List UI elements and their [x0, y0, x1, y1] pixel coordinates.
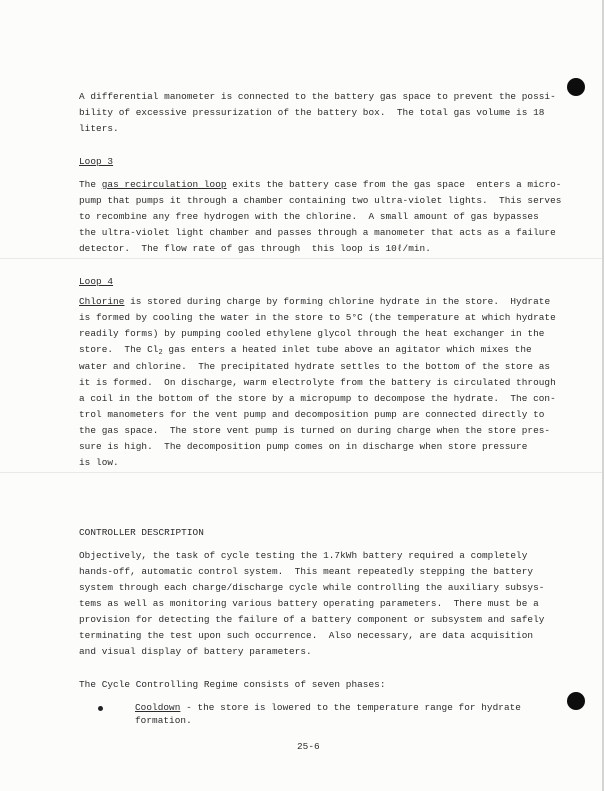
- bullet-continuation: formation.: [135, 715, 192, 726]
- bullet-line: [135, 702, 521, 714]
- formula-subscript: 2: [158, 349, 163, 357]
- loop3-rest: exits the battery case from the gas space enters a micro-: [226, 179, 562, 190]
- formula-lead: store. The Cl: [79, 344, 159, 355]
- bullet-term: Cooldown: [135, 702, 181, 713]
- paragraph-line: is formed by cooling the water in the store to 5°C (the temperature at which hydrate: [79, 312, 556, 323]
- paragraph-line: detector. The flow rate of gas through this loop is 10ℓ/min.: [79, 243, 431, 254]
- paragraph-line: trol manometers for the vent pump and decomposition pump are connected directly to: [79, 409, 545, 420]
- paragraph-line: the gas space. The store vent pump is turned on during charge when the store pres-: [79, 425, 551, 436]
- punch-hole-top: [567, 78, 585, 96]
- formula-rest: gas enters a heated inlet tube above an agitator which mixes the: [162, 344, 532, 355]
- paragraph-line: A differential manometer is connected to the battery gas space to prevent the possi-: [79, 91, 556, 102]
- paragraph-line: water and chlorine. The precipitated hydrate settles to the bottom of the store as: [79, 361, 551, 372]
- paragraph-line: Objectively, the task of cycle testing the 1.7kWh battery required a completely: [79, 550, 528, 561]
- paragraph-line: system through each charge/discharge cycle while controlling the auxiliary subsys-: [79, 582, 545, 593]
- loop4-term: Chlorine: [79, 296, 125, 307]
- controller-heading: CONTROLLER DESCRIPTION: [79, 527, 204, 538]
- scan-artifact-line: [0, 258, 604, 259]
- punch-hole-bottom: [567, 692, 585, 710]
- bullet-icon: [98, 706, 103, 711]
- paragraph-line: a coil in the bottom of the store by a micropump to decompose the hydrate. The con-: [79, 393, 556, 404]
- paragraph-line: terminating the test upon such occurrence. Also necessary, are data acquisition: [79, 630, 534, 641]
- loop3-lead: The: [79, 179, 102, 190]
- paragraph-line: it is formed. On discharge, warm electrolyte from the battery is circulated through: [79, 377, 556, 388]
- loop3-first-line: [79, 179, 561, 191]
- page-number: 25-6: [297, 741, 320, 752]
- loop4-formula-line: [79, 344, 532, 356]
- loop3-heading: Loop 3: [79, 156, 114, 167]
- paragraph-line: to recombine any free hydrogen with the chlorine. A small amount of gas bypasses: [79, 211, 539, 222]
- paragraph-line: the ultra-violet light chamber and passes through a manometer that acts as a failure: [79, 227, 556, 238]
- paragraph-line: liters.: [79, 123, 119, 134]
- paragraph-line: is low.: [79, 457, 119, 468]
- loop4-rest: is stored during charge by forming chlorine hydrate in the store. Hydrate: [124, 296, 551, 307]
- paragraph-line: provision for detecting the failure of a battery component or subsystem and safely: [79, 614, 545, 625]
- scan-artifact-line: [0, 472, 604, 473]
- regime-intro: The Cycle Controlling Regime consists of seven phases:: [79, 679, 386, 690]
- loop4-heading: Loop 4: [79, 276, 114, 287]
- paragraph-line: and visual display of battery parameters.: [79, 646, 312, 657]
- loop4-first-line: [79, 296, 550, 308]
- paragraph-line: tems as well as monitoring various battery operating parameters. There must be a: [79, 598, 539, 609]
- paragraph-line: sure is high. The decomposition pump comes on in discharge when store pressure: [79, 441, 528, 452]
- bullet-rest: - the store is lowered to the temperature range for hydrate: [180, 702, 521, 713]
- paragraph-line: bility of excessive pressurization of the battery box. The total gas volume is 18: [79, 107, 545, 118]
- paragraph-line: pump that pumps it through a chamber containing two ultra-violet lights. This serves: [79, 195, 562, 206]
- loop3-term: gas recirculation loop: [101, 179, 227, 190]
- paragraph-line: hands-off, automatic control system. This meant repeatedly stepping the battery: [79, 566, 534, 577]
- paragraph-line: readily forms) by pumping cooled ethylene glycol through the heat exchanger in the: [79, 328, 545, 339]
